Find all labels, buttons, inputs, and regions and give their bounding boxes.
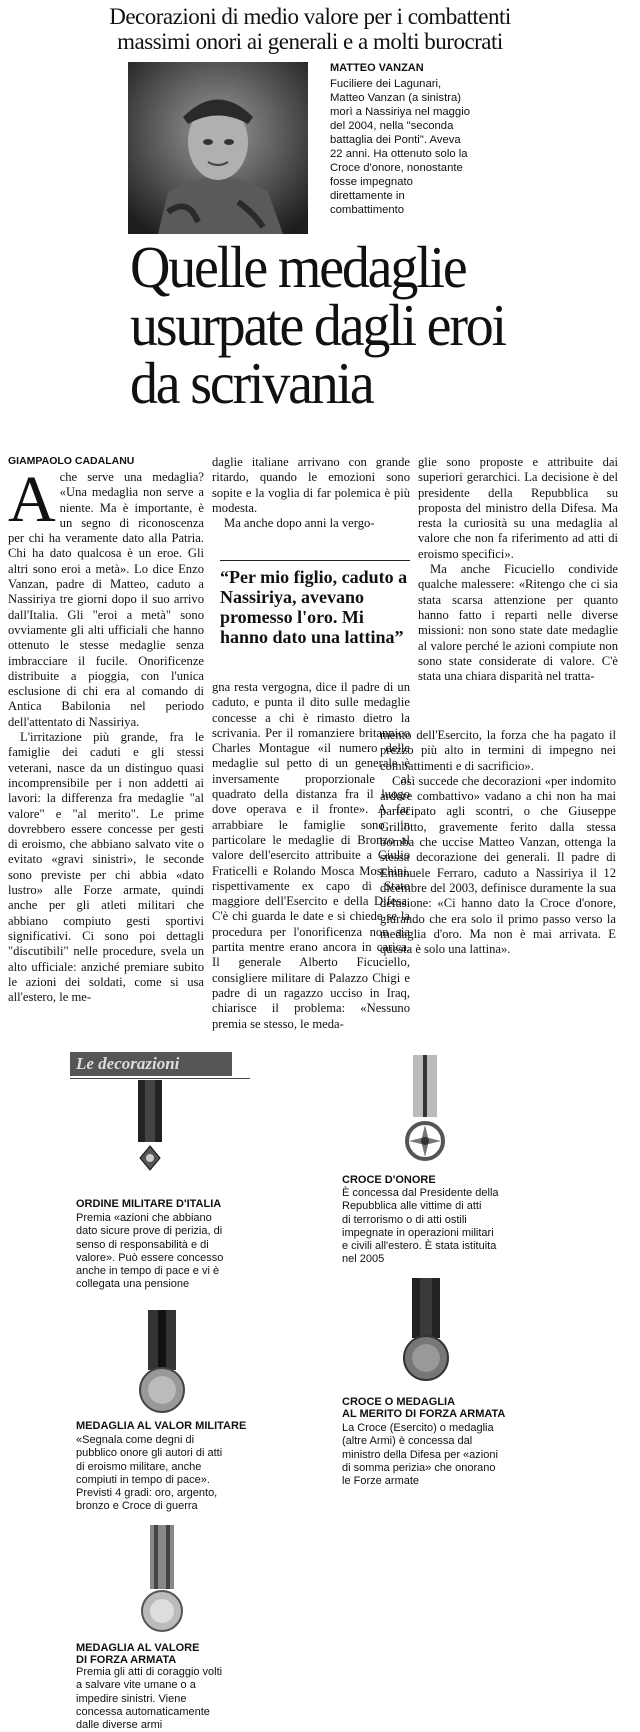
article-column-1: [8, 463, 204, 1005]
medal-title: MEDAGLIA AL VALORE DI FORZA ARMATA: [76, 1642, 200, 1666]
article-column-2-top: [212, 455, 410, 531]
medal-title: CROCE D'ONORE: [342, 1174, 436, 1186]
medal-croce-onore-image: [405, 1055, 445, 1167]
medal-title: MEDAGLIA AL VALOR MILITARE: [76, 1420, 247, 1432]
photo-caption: [330, 77, 500, 217]
caption-line: combattimento: [330, 204, 405, 216]
paragraph: Ache serve una medaglia? «Una medaglia non serve a niente. Ma è importante, è un segno di riconoscenza per chi ha veramente dato alla Patria. Chi ha dato qualcosa è un eroe. Gli altri sono eroi a metà». Lo dice Enzo Vanzan, padre di Matteo, caduto a Nassiriya tre giorni dopo il suo arrivo dall'Italia. Gli "eroi a metà" sono ovviamente gli alti ufficiali che hanno ottenuto le stesse medaglie senza imbracciare il fucile. Onorificenze distribuite a pioggia, con l'unica esclusione di chi era al comando di Antica Babilonia nel periodo dell'attentato di Nassiriya.: [8, 463, 204, 729]
kicker-line-2: massimi onori ai generali e a molti burocrati: [117, 29, 503, 54]
headline-line-1: Quelle medaglie: [130, 235, 466, 301]
paragraph: Così succede che decorazioni «per indomito ardore combattivo» vadano a chi non ha mai partecipato agli scontri, o che Giuseppe Grillotto, gravemente ferito dalla stessa bomba che uccise Matteo Vanzan, ottenga la stessa decorazione dei generali. Il padre di Emanuele Ferraro, caduto a Nassiriya il 12 dicembre del 2003, definisce duramente la sua delusione: «Ci hanno dato la Croce d'onore, giurando che era solo il primo passo verso la medaglia d'oro. Ma non è mai arrivata. E questa è solo una lattina».: [380, 773, 616, 957]
medal-description: È concessa dal Presidente della Repubblica alle vittime di atti di terrorismo o di atti ostili impegnate in operazioni militari e civili all'estero. È stata istituita nel 2005: [342, 1187, 499, 1266]
caption-line: 22 anni. Ha ottenuto solo la: [330, 148, 468, 160]
caption-line: direttamente in: [330, 190, 405, 202]
caption-line: Fuciliere dei Lagunari,: [330, 78, 442, 90]
photo-caption-name: MATTEO VANZAN: [330, 62, 424, 74]
dropcap: A: [8, 463, 56, 536]
caption-line: Matteo Vanzan (a sinistra): [330, 92, 462, 104]
article-column-3-bottom: [380, 728, 616, 957]
kicker-line-1: Decorazioni di medio valore per i combattenti: [109, 4, 511, 29]
paragraph: Ma anche Ficuciello condivide qualche malessere: «Ritengo che ci sia stata scarsa attenzione per quanto hanno fatto i reparti nelle diverse missioni: non sono state date medaglie al valore perché le azioni compiute non sono state considerate di valore. C'è stata una chiara disparità nel tratta-: [418, 562, 618, 684]
medal-ordine-militare-image: [130, 1080, 170, 1190]
paragraph: daglie italiane arrivano con grande ritardo, quando le emozioni sono sopite e la voglia di far polemica è più modesta.: [212, 455, 410, 515]
medal-valore-forza-armata-image: [140, 1525, 184, 1635]
medal-description: La Croce (Esercito) o medaglia (altre Armi) è concessa dal ministro della Difesa per «azioni di somma perizia» che onorano le Forze armate: [342, 1422, 498, 1488]
paragraph: mento dell'Esercito, la forza che ha pagato il prezzo più alto in termini di impegno nei combattimenti e di sacrificio».: [380, 728, 616, 773]
paragraph: L'irritazione più grande, fra le famiglie dei caduti e gli stessi veterani, nasce da un distinguo quasi incomprensibile per i non addetti ai lavori: la differenza fra medaglie "al valore" e "al merito". Le prime dovrebbero essere concesse per gesti di eroismo, che abbiano salvato vite o evitato «gravi sinistri», le seconde sono previste per chi abbia «dato lustro» alle Forze armate, quindi anche per gli atleti militari che abbiano compiuto gesti sportivi significativi. Ci sono poi dettagli "discutibili" nelle procedure, svela un alto ufficiale: anziché premiare subito le azioni dei soldati, come si usa all'estero, le me-: [8, 730, 204, 1005]
pull-quote: “Per mio figlio, caduto a Nassiriya, avevano promesso l'oro. Mi hanno dato una lattina”: [220, 560, 410, 647]
medal-description: Premia «azioni che abbiano dato sicure prove di perizia, di senso di responsabilità e di valore». Può essere concesso anche in tempo di pace e vi è collegata una pensione: [76, 1212, 224, 1291]
medal-valor-militare-image: [138, 1310, 186, 1416]
caption-line: Croce d'onore, nonostante: [330, 162, 463, 174]
byline: GIAMPAOLO CADALANU: [8, 455, 135, 467]
section-title: Le decorazioni: [70, 1052, 232, 1076]
headline-line-2: usurpate dagli eroi: [130, 293, 505, 359]
caption-line: morì a Nassiriya nel maggio: [330, 106, 471, 118]
medal-description: «Segnala come degni di pubblico onore gli autori di atti di eroismo militare, anche compiuti in tempo di pace». Previsti 4 gradi: oro, argento, bronzo e Croce di guerra: [76, 1434, 223, 1513]
medal-description: Premia gli atti di coraggio volti a salvare vite umane o a impedire sinistri. Viene concessa automaticamente dalle diverse armi: [76, 1666, 223, 1732]
caption-line: battaglia dei Ponti". Aveva: [330, 134, 461, 146]
kicker: [80, 4, 540, 54]
headline: [130, 235, 600, 417]
caption-line: del 2004, nella "seconda: [330, 120, 454, 132]
paragraph: Ma anche dopo anni la vergo-: [224, 516, 375, 531]
medal-title: CROCE O MEDAGLIA AL MERITO DI FORZA ARMATA: [342, 1396, 506, 1420]
medal-title: ORDINE MILITARE D'ITALIA: [76, 1198, 222, 1210]
caption-line: fosse impegnato: [330, 176, 413, 188]
article-column-3: [418, 455, 618, 684]
section-rule: [70, 1078, 250, 1079]
headline-line-3: da scrivania: [130, 351, 373, 417]
photo-matteo-vanzan: [128, 62, 308, 234]
medal-merito-forza-armata-image: [402, 1278, 450, 1384]
paragraph: gna resta vergogna, dice il padre di un caduto, e punta il dito sulle medaglie concesse a chi è rimasto dietro la scrivania. Per il romanziere britannico Charles Montague «il numero delle medaglie sul petto di un generale è inversamente proporzionale al quadrato della distanza fra il luogo dove operava e il fronte». A far arrabbiare le famiglie sono in particolare le medaglie di Bronzo al valore dell'esercito attribuite a Giulio Fraticelli e Rolando Mosca Moschini, rispettivamente ex capo di Stato maggiore dell'Esercito e della Difesa. C'è chi guarda le date e si chiede se la procedura per l'onorificenza non sia partita mentre erano ancora in carica. Il generale Alberto Ficuciello, consigliere militare di Palazzo Chigi e padre di un ragazzo ucciso in Iraq, chiarisce il problema: «Nessuno premia se stesso, le meda-: [212, 680, 410, 1031]
paragraph: glie sono proposte e attribuite dai superiori gerarchici. La decisione è del presidente della Repubblica su proposta del ministro della Difesa. Ma resta la curiosità su una medaglia al valore che non fa riferimento ad atti di eroismo specifici».: [418, 455, 618, 561]
